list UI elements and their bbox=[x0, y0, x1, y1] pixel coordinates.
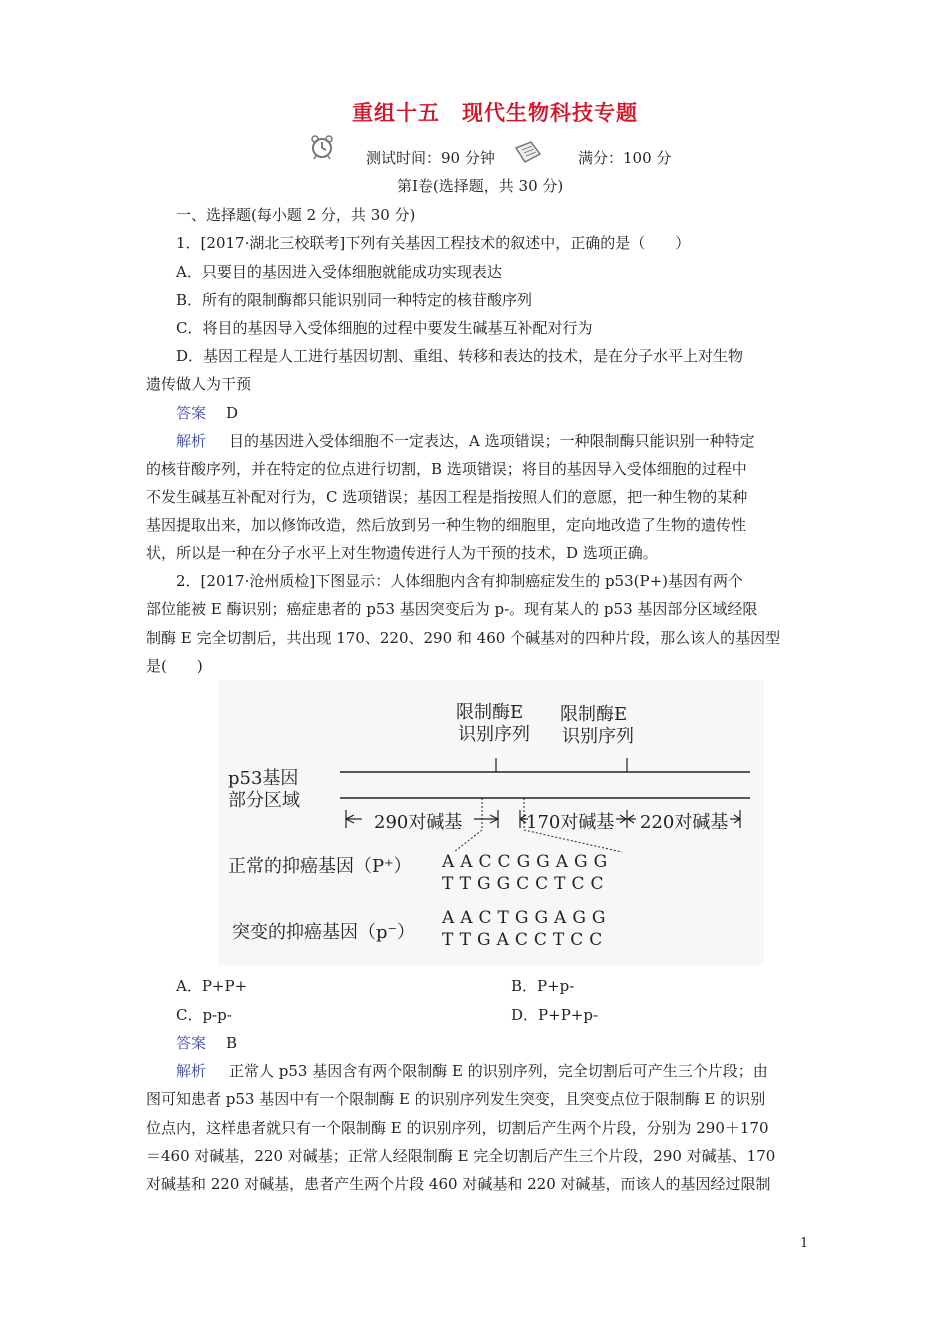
normal-gene-label: 正常的抑癌基因（P⁺） bbox=[228, 856, 412, 877]
q2-stem-cont: 部位能被 E 酶识别；癌症患者的 p53 基因突变后为 p-。现有某人的 p53 基因部分区域经限 bbox=[146, 600, 758, 618]
q2-analysis-label: 解析 bbox=[176, 1062, 207, 1080]
segment-220-label: 220对碱基 bbox=[640, 812, 729, 833]
normal-top-strand: AACCGGAGG bbox=[442, 852, 614, 872]
full-score-label: 满分：100 分 bbox=[578, 149, 672, 167]
enzyme-label-2: 限制酶E bbox=[560, 704, 628, 725]
q2-analysis-line: 图可知患者 p53 基因中有一个限制酶 E 的识别序列发生突变，且突变点位于限制酶 E 的识别 bbox=[146, 1090, 766, 1108]
q1-option-b: B．所有的限制酶都只能识别同一种特定的核苷酸序列 bbox=[176, 291, 533, 309]
exam-paper-icon bbox=[513, 140, 543, 168]
enzyme-label-2-sub: 识别序列 bbox=[562, 726, 634, 747]
q1-option-c: C．将目的基因导入受体细胞的过程中要发生碱基互补配对行为 bbox=[176, 319, 593, 337]
q2-analysis-line: 正常人 p53 基因含有两个限制酶 E 的识别序列，完全切割后可产生三个片段；由 bbox=[229, 1062, 768, 1080]
page-number: 1 bbox=[800, 1236, 809, 1251]
section-label: 第Ⅰ卷(选择题，共 30 分) bbox=[397, 177, 564, 195]
mutant-bottom-strand: TTGACCTCC bbox=[442, 930, 609, 950]
q1-answer-value: D bbox=[226, 404, 239, 422]
mutant-gene-label: 突变的抑癌基因（p⁻） bbox=[232, 922, 416, 943]
enzyme-label-1: 限制酶E bbox=[456, 702, 524, 723]
q1-analysis-line: 基因提取出来，加以修饰改造，然后放到另一种生物的细胞里，定向地改造了生物的遗传性 bbox=[146, 516, 747, 534]
q2-answer-label: 答案 bbox=[176, 1034, 207, 1052]
q2-stem: 2．[2017·沧州质检]下图显示：人体细胞内含有抑制癌症发生的 p53(P+)基因有两个 bbox=[176, 572, 744, 590]
q1-analysis-line: 的核苷酸序列，并在特定的位点进行切割，B 选项错误；将目的基因导入受体细胞的过程中 bbox=[146, 460, 747, 478]
segment-290-label: 290对碱基 bbox=[374, 812, 463, 833]
region-label: p53基因 bbox=[228, 768, 299, 789]
q1-analysis-label: 解析 bbox=[176, 432, 207, 450]
page-title: 重组十五 现代生物科技专题 bbox=[352, 100, 638, 125]
q2-stem-cont: 是( ) bbox=[146, 657, 203, 675]
q1-option-a: A．只要目的基因进入受体细胞就能成功实现表达 bbox=[176, 263, 502, 281]
q1-option-d: D．基因工程是人工进行基因切割、重组、转移和表达的技术，是在分子水平上对生物 bbox=[176, 347, 744, 365]
q2-analysis-line: 对碱基和 220 对碱基，患者产生两个片段 460 对碱基和 220 对碱基，而该人的基因经过限制 bbox=[146, 1175, 771, 1193]
q1-analysis-line: 状，所以是一种在分子水平上对生物遗传进行人为干预的技术，D 选项正确。 bbox=[146, 544, 658, 562]
q2-option-c: C．p-p- bbox=[176, 1006, 232, 1024]
q1-stem: 1．[2017·湖北三校联考]下列有关基因工程技术的叙述中，正确的是（ ） bbox=[176, 234, 691, 252]
segment-170-label: 170对碱基 bbox=[526, 812, 615, 833]
q2-option-d: D．P+P+p- bbox=[511, 1006, 599, 1024]
q1-option-d-cont: 遗传做人为干预 bbox=[146, 375, 252, 393]
mutant-top-strand: AACTGGAGG bbox=[442, 908, 612, 928]
q2-option-a: A．P+P+ bbox=[176, 977, 248, 995]
q2-answer-value: B bbox=[226, 1034, 238, 1052]
clock-icon bbox=[309, 134, 335, 164]
q1-analysis-line: 不发生碱基互补配对行为，C 选项错误；基因工程是指按照人们的意愿，把一种生物的某种 bbox=[146, 488, 748, 506]
normal-bottom-strand: TTGGCCTCC bbox=[442, 874, 610, 894]
q2-analysis-line: 位点内，这样患者就只有一个限制酶 E 的识别序列，切割后产生两个片段，分别为 290＋170 bbox=[146, 1119, 769, 1137]
test-time-label: 测试时间：90 分钟 bbox=[366, 149, 495, 167]
q2-stem-cont: 制酶 E 完全切割后，共出现 170、220、290 和 460 个碱基对的四种片段，那么该人的基因型 bbox=[146, 629, 781, 647]
region-label-sub: 部分区域 bbox=[228, 790, 300, 811]
q1-answer-label: 答案 bbox=[176, 404, 207, 422]
q2-analysis-line: ＝460 对碱基，220 对碱基；正常人经限制酶 E 完全切割后产生三个片段，290 对碱基、170 bbox=[146, 1147, 776, 1165]
p53-gene-diagram bbox=[218, 680, 764, 965]
q2-option-b: B．P+p- bbox=[511, 977, 575, 995]
section-intro: 一、选择题(每小题 2 分，共 30 分) bbox=[176, 206, 416, 224]
q1-analysis-line: 目的基因进入受体细胞不一定表达，A 选项错误；一种限制酶只能识别一种特定 bbox=[229, 432, 755, 450]
enzyme-label-1-sub: 识别序列 bbox=[458, 724, 530, 745]
